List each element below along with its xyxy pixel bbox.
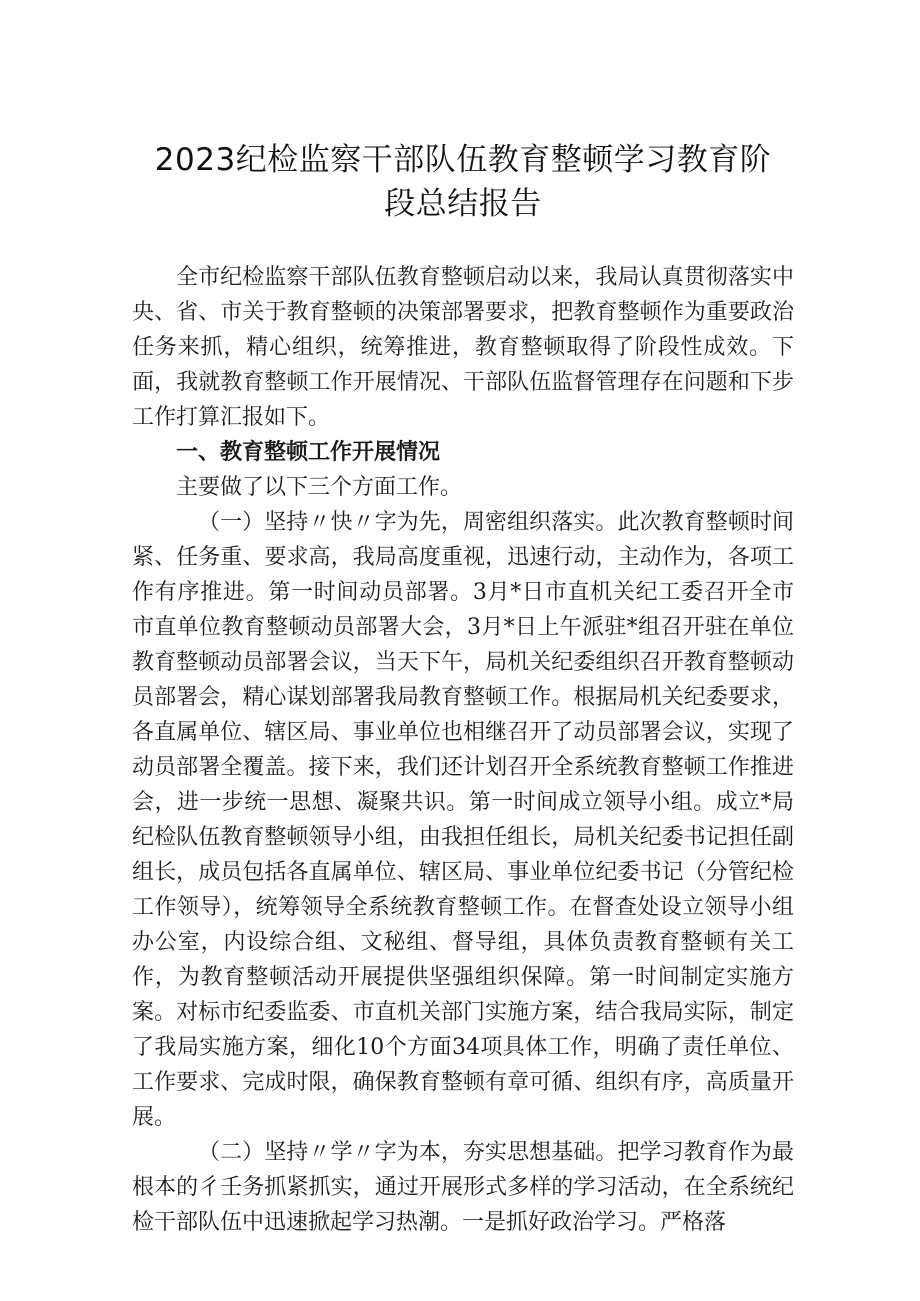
document-body — [132, 260, 794, 1240]
summary-paragraph: 主要做了以下三个方面工作。 — [176, 475, 463, 500]
document-title-line-2: 段总结报告 — [384, 186, 542, 222]
point-1-paragraph: （一）坚持〃快〃字为先，周密组织落实。此次教育整顿时间紧、任务重、要求高，我局高度重视，迅速行动，主动作为，各项工作有序推进。第一时间动员部署。3月*日市直机关纪工委召开全市市直单位教育整顿动员部署大会，3月*日上午派驻*组召开驻在单位教育整顿动员部署会议，当天下午，局机关纪委组织召开教育整顿动员部署会，精心谋划部署我局教育整顿工作。根据局机关纪委要求，各直属单位、辖区局、事业单位也相继召开了动员部署会议，实现了动员部署全覆盖。接下来，我们还计划召开全系统教育整顿工作推进会，进一步统一思想、凝聚共识。第一时间成立领导小组。成立*局纪检队伍教育整顿领导小组，由我担任组长，局机关纪委书记担任副组长，成员包括各直属单位、辖区局、事业单位纪委书记（分管纪检工作领导），统筹领导全系统教育整顿工作。在督查处设立领导小组办公室，内设综合组、文秘组、督导组，具体负责教育整顿有关工作，为教育整顿活动开展提供坚强组织保障。第一时间制定实施方案。对标市纪委监委、市直机关部门实施方案，结合我局实际，制定了我局实施方案，细化10个方面34项具体工作，明确了责任单位、工作要求、完成时限，确保教育整顿有章可循、组织有序，高质量开展。 — [132, 510, 794, 1130]
point-2-paragraph: （二）坚持〃学〃字为本，夯实思想基础。把学习教育作为最根本的彳壬务抓紧抓实，通过开展形式多样的学习活动，在全系统纪检干部队伍中迅速掀起学习热潮。一是抓好政治学习。严格落 — [132, 1140, 794, 1235]
document-title-line-1: 2023纪检监察干部队伍教育整顿学习教育阶 — [154, 142, 772, 178]
section-heading-1: 一、教育整顿工作开展情况 — [176, 440, 441, 465]
document-page — [132, 138, 794, 1240]
document-title — [132, 138, 794, 226]
intro-paragraph: 全市纪检监察干部队伍教育整顿启动以来，我局认真贯彻落实中央、省、市关于教育整顿的决策部署要求，把教育整顿作为重要政治任务来抓，精心组织，统筹推进，教育整顿取得了阶段性成效。下面，我就教育整顿工作开展情况、干部队伍监督管理存在问题和下步工作打算汇报如下。 — [132, 265, 794, 430]
